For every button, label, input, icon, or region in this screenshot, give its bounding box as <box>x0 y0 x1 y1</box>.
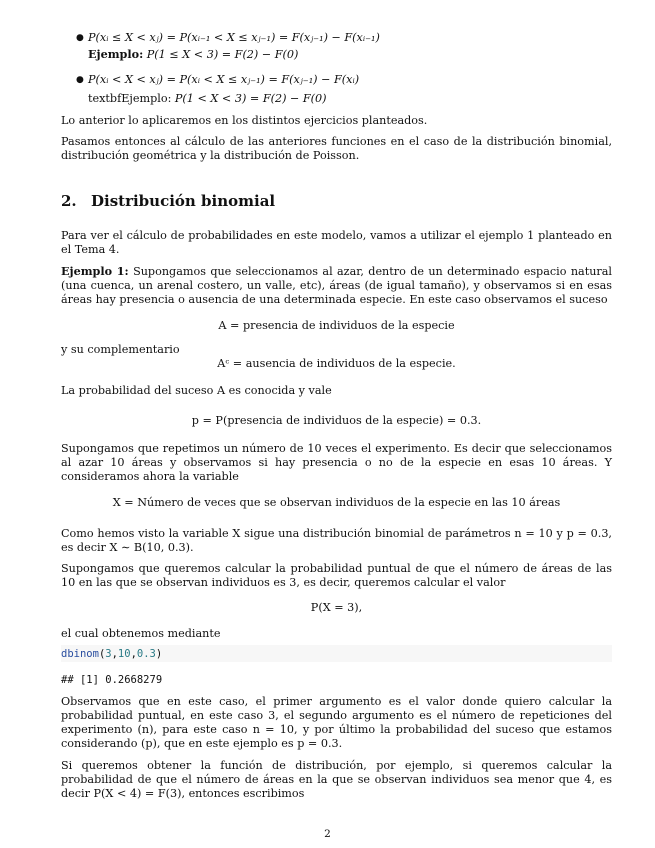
section-title: Distribución binomial <box>91 192 276 210</box>
paragraph-calc: Pasamos entonces al cálculo de las anteriores funciones en el caso de la distribución binomial, distribución geométrica y la distribución de Poisson. <box>61 135 612 162</box>
equation-a-complement: Aᶜ = ausencia de individuos de la especie. <box>217 357 456 370</box>
equation-a: A = presencia de individuos de la especie <box>218 319 455 332</box>
example-label: Ejemplo: <box>88 47 144 61</box>
page-number: 2 <box>324 828 331 840</box>
example-1-text: Supongamos que seleccionamos al azar, dentro de un determinado espacio natural (una cuenca, un arenal costero, un valle, etc), áreas (de igual tamaño), y observamos si en esas áreas hay presencia o ausencia de una determinada especie. En este caso observamos el suceso <box>61 265 613 306</box>
equation-p: p = P(presencia de individuos de la especie) = 0.3. <box>191 414 482 427</box>
paragraph-probability: La probabilidad del suceso A es conocida y vale <box>61 384 332 397</box>
code-arg: 3 <box>105 648 112 660</box>
section-number: 2. <box>61 192 77 210</box>
example-1-paragraph <box>61 264 612 307</box>
code-arg: 0.3 <box>136 648 156 660</box>
bullet-marker: ● <box>76 75 84 85</box>
code-comma: , <box>130 648 137 660</box>
section-heading <box>61 192 275 210</box>
bullet-example-1 <box>88 47 298 62</box>
complement-label: y su complementario <box>61 343 180 356</box>
paragraph-binomial: Como hemos visto la variable X sigue una distribución binomial de parámetros n = 10 y p = 0.3, es decir X ∼ B(10, 0.3). <box>61 527 612 554</box>
paragraph-puntual: Supongamos que queremos calcular la probabilidad puntual de que el número de áreas de las 10 en las que se observan individuos es 3, es decir, queremos calcular el valor <box>61 562 612 589</box>
code-paren: ) <box>155 648 163 660</box>
code-comma: , <box>111 648 118 660</box>
bullet-formula-1: P(xᵢ ≤ X < xⱼ) = P(xᵢ₋₁ < X ≤ xⱼ₋₁) = F(xⱼ₋₁) − F(xᵢ₋₁) <box>88 31 380 44</box>
paragraph-repeat: Supongamos que repetimos un número de 10 veces el experimento. Es decir que seleccionamos al azar 10 áreas y observamos si hay presencia o no de la especie en esas 10 áreas. Y consideramos ahora la variable <box>61 442 612 483</box>
paragraph-observe: Observamos que en este caso, el primer argumento es el valor donde quiero calcular la probabilidad puntual, en este caso 3, el segundo argumento es el número de repeticiones del experimento (n), para este caso n = 10, y por último la probabilidad del suceso que estamos considerando (p), que en este ejemplo es p = 0.3. <box>61 695 612 750</box>
equation-x: X = Número de veces que se observan individuos de la especie en las 10 áreas <box>112 496 561 509</box>
code-arg: 10 <box>117 648 131 660</box>
code-paren: ( <box>98 648 106 660</box>
code-line <box>61 647 162 661</box>
example-formula: P(1 ≤ X < 3) = F(2) − F(0) <box>146 48 299 61</box>
paragraph-cdf: Si queremos obtener la función de distribución, por ejemplo, si queremos calcular la probabilidad de que el número de áreas en la que se observan individuos sea menor que 4, es decir P(X < 4) = F(3), entonces escribimos <box>61 759 612 800</box>
equation-px3: P(X = 3), <box>310 601 363 614</box>
example-label: textbfEjemplo: <box>88 92 172 105</box>
code-output: ## [1] 0.2668279 <box>61 674 163 686</box>
example-formula: P(1 < X < 3) = F(2) − F(0) <box>174 92 327 105</box>
paragraph-apply: Lo anterior lo aplicaremos en los distintos ejercicios planteados. <box>61 114 428 127</box>
bullet-example-2 <box>88 92 327 106</box>
bullet-marker: ● <box>76 33 84 43</box>
example-1-label: Ejemplo 1: <box>61 264 129 278</box>
paragraph-intro: Para ver el cálculo de probabilidades en este modelo, vamos a utilizar el ejemplo 1 planteado en el Tema 4. <box>61 229 612 256</box>
paragraph-obtain: el cual obtenemos mediante <box>61 627 221 640</box>
code-function: dbinom <box>61 648 99 660</box>
bullet-formula-2: P(xᵢ < X < xⱼ) = P(xᵢ < X ≤ xⱼ₋₁) = F(xⱼ₋₁) − F(xᵢ) <box>88 73 360 86</box>
